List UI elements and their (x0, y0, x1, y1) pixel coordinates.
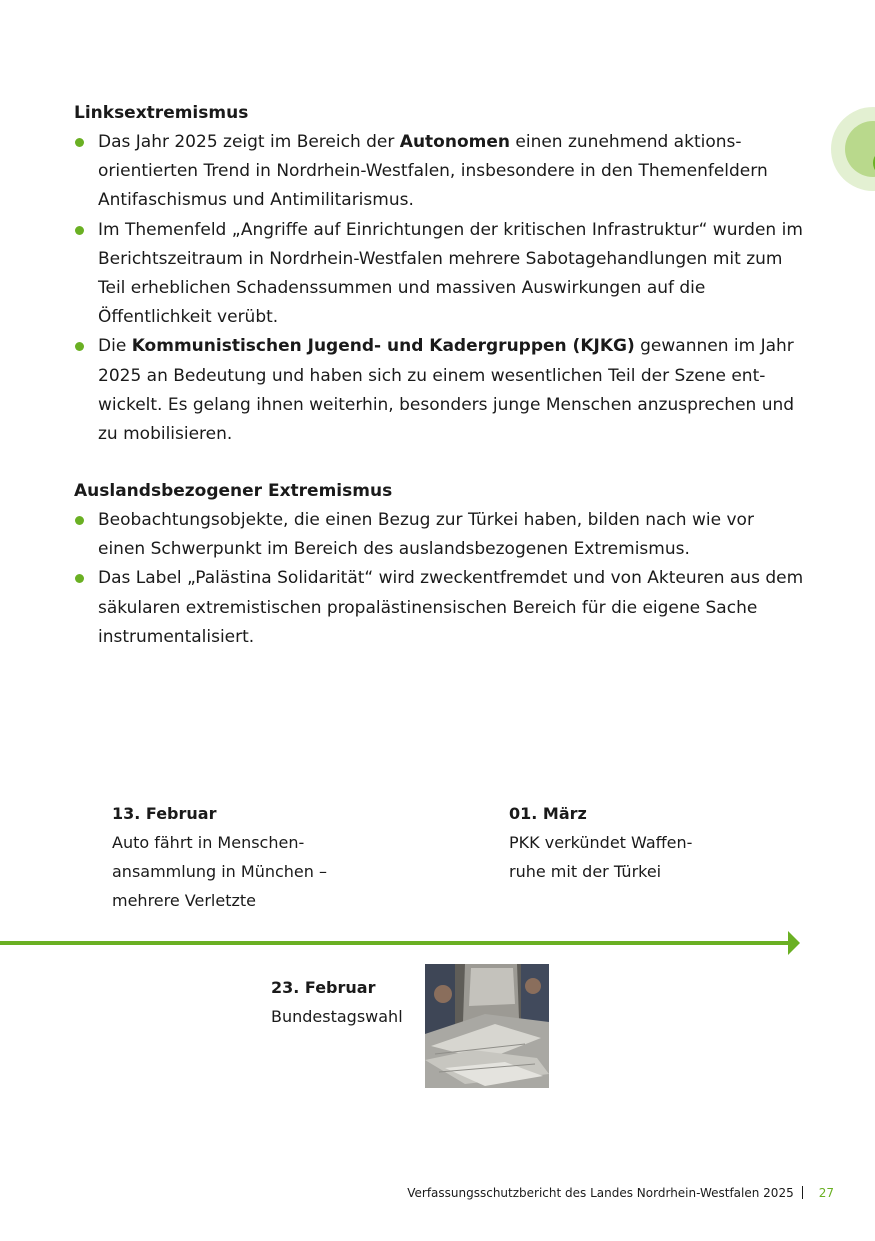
event-description-line: mehrere Verletzte (112, 891, 256, 910)
bold-term: Kommunistischen Jugend- und Kadergruppen (KJKG) (131, 336, 635, 357)
text-segment: Das Jahr 2025 zeigt im Bereich der (98, 132, 400, 152)
event-description (112, 828, 327, 915)
text-segment: einen zunehmend aktions-orientierten Trend in Nordrhein-Westfalen, insbesondere in den Themenfeldern Antifaschismus und Antimilitarismus. (98, 132, 768, 211)
bold-term: Autonomen (399, 132, 510, 152)
event-description (271, 1002, 403, 1031)
event-description-line: Auto fährt in Menschen- (112, 833, 305, 852)
bullet-item (74, 564, 804, 652)
ballot-box-photo-icon (425, 964, 549, 1088)
event-description-line: ruhe mit der Türkei (509, 862, 662, 881)
timeline-event-01-maerz (509, 799, 692, 886)
section-heading: Linksextremismus (74, 103, 249, 123)
section-linksextremismus (74, 99, 804, 449)
text-segment: Das Label „Palästina Solidarität“ wird zweckentfremdet und von Akteuren aus dem säkularen extremistischen propalästinensischen Bereich für die eigene Sache instrumentalisiert. (98, 568, 804, 647)
timeline-event-23-februar (271, 973, 403, 1031)
text-segment: Beobachtungsobjekte, die einen Bezug zur Türkei haben, bilden nach wie vor einen Schwerpunkt im Bereich des auslandsbezogenen Extremismus. (98, 510, 754, 560)
event-description (509, 828, 692, 886)
page-footer (0, 1184, 834, 1202)
bullet-item (74, 332, 804, 449)
event-description-line: Bundestagswahl (271, 1007, 403, 1026)
event-date: 23. Februar (271, 978, 376, 997)
text-segment: Im Themenfeld „Angriffe auf Einrichtungen der kritischen Infrastruktur“ wurden im Berichtszeitraum in Nordrhein-Westfalen mehrere Sabotagehandlungen mit zum Teil erheblichen Schadenssummen und massiven Auswirkungen auf die Öffentlichkeit verübt. (98, 219, 803, 328)
ballot-box-photo (425, 964, 549, 1088)
bullet-item (74, 216, 804, 333)
event-description-line: PKK verkündet Waffen- (509, 833, 693, 852)
footer-divider (802, 1186, 803, 1199)
footer-title: Verfassungsschutzbericht des Landes Nordrhein-Westfalen 2025 (407, 1186, 794, 1200)
text-segment: Die (98, 336, 132, 357)
section-heading: Auslandsbezogener Extremismus (74, 481, 393, 501)
timeline-line (0, 941, 790, 945)
decorative-circle-icon (831, 107, 875, 191)
bullet-item (74, 506, 804, 564)
event-date: 01. März (509, 804, 587, 823)
page-number: 27 (818, 1186, 834, 1200)
bullet-list (74, 506, 804, 652)
event-date: 13. Februar (112, 804, 217, 823)
timeline-arrow-icon (788, 931, 800, 955)
section-auslandsbezogener-extremismus (74, 477, 804, 652)
timeline-event-13-februar (112, 799, 327, 915)
bullet-item (74, 128, 804, 216)
bullet-list (74, 128, 804, 449)
event-description-line: ansammlung in München – (112, 862, 327, 881)
text-segment: gewannen im Jahr 2025 an Bedeutung und haben sich zu einem wesentlichen Teil der Szene ent-wickelt. Es gelang ihnen weiterhin, besonders junge Menschen anzusprechen und zu mobilisieren. (98, 336, 795, 445)
